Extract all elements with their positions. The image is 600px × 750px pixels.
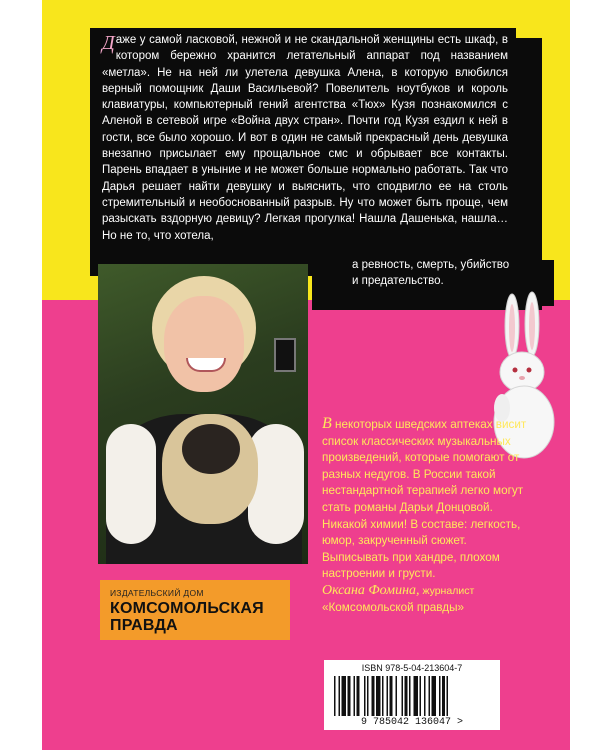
barcode-bar xyxy=(364,676,366,716)
barcode-bar xyxy=(390,676,393,716)
barcode-icon xyxy=(334,676,490,716)
publisher-name xyxy=(110,600,264,634)
quote-drop-letter: В xyxy=(322,415,332,432)
barcode-bar xyxy=(409,676,411,716)
ean-number: 9 785042 136047 > xyxy=(360,717,464,728)
barcode-bar xyxy=(372,676,375,716)
publisher-logo xyxy=(100,580,290,640)
barcode-bar xyxy=(357,676,360,716)
quote-outlet: «Комсомольской правды» xyxy=(322,600,464,614)
barcode-bar xyxy=(439,676,441,716)
barcode-bar xyxy=(382,676,384,716)
barcode-bar xyxy=(405,676,408,716)
barcode-bar xyxy=(424,676,426,716)
barcode-bar xyxy=(387,676,389,716)
barcode-bar xyxy=(334,676,336,716)
review-quote xyxy=(322,416,528,616)
barcode-bar xyxy=(414,676,419,716)
quote-author: Оксана Фомина, xyxy=(322,582,420,598)
garden-lamp xyxy=(274,338,296,372)
barcode-bar xyxy=(339,676,341,716)
barcode-bar xyxy=(432,676,437,716)
author-photo xyxy=(98,264,308,564)
synopsis-tail-line-1: а ревность, смерть, убийство xyxy=(352,259,510,271)
barcode-bar xyxy=(354,676,356,716)
barcode-panel xyxy=(324,660,500,730)
author-sleeve-left xyxy=(106,424,156,544)
synopsis-text xyxy=(102,32,508,244)
synopsis-drop-letter: Д xyxy=(102,32,115,54)
publisher-line-3: ПРАВДА xyxy=(110,617,178,634)
publisher-line-2: КОМСОМОЛЬСКАЯ xyxy=(110,600,264,617)
quote-author-role: журналист xyxy=(419,584,475,597)
quote-body: некоторых шведских аптеках висит список классических музыкальных произведений, которые помогают от разных недугов. В России такой нестандартной терапией легко могут стать романы Дарьи Донцовой. Никакой химии! В составе: легкость, юмор, закрученный сюжет. Выписывать при хандре, плохом настроении и грусти. xyxy=(322,418,527,581)
barcode-bar xyxy=(376,676,381,716)
author-face xyxy=(164,296,244,392)
synopsis-body: аже у самой ласковой, нежной и не скандальной женщины есть шкаф, в котором бережно хранится летательный аппарат под названием «метла». Не на ней ли улетела девушка Алена, в которую влюбился верный помощник Даши Васильевой? Повелитель ноутбуков и король клавиатуры, компьютерный гений агентства «Тюх» Кузя познакомился с Аленой в сетевой игре «Война двух стран». Почти год Кузя ездил к ней в гости, все было хорошо. И вот в один не самый прекрасный день девушка внезапно присылает ему прощальное смс и обрывает все контакты. Парень впадает в уныние и не может больше нормально работать. Так что Дарья решает найти девушку и выяснить, что сподвигло ее на столь стремительный и необоснованный разрыв. Ну что может быть проще, чем разыскать вздорную девицу? Легкая прогулка! Нашла Дашенька, нашла… Но не то, что хотела, xyxy=(102,34,508,242)
synopsis-tail-line-2: и предательство. xyxy=(352,275,444,288)
barcode-bar xyxy=(348,676,351,716)
barcode-bar xyxy=(367,676,369,716)
barcode-bar xyxy=(402,676,404,716)
barcode-bar xyxy=(447,676,449,716)
publisher-line-1: ИЗДАТЕЛЬСКИЙ ДОМ xyxy=(110,588,204,598)
barcode-bar xyxy=(442,676,445,716)
book-back-cover xyxy=(42,0,570,750)
synopsis-tail xyxy=(322,257,522,290)
barcode-bar xyxy=(396,676,398,716)
barcode-bar xyxy=(420,676,422,716)
pug-face xyxy=(182,424,240,474)
isbn-number: ISBN 978-5-04-213604-7 xyxy=(361,663,463,673)
barcode-bar xyxy=(342,676,347,716)
barcode-bar xyxy=(429,676,431,716)
